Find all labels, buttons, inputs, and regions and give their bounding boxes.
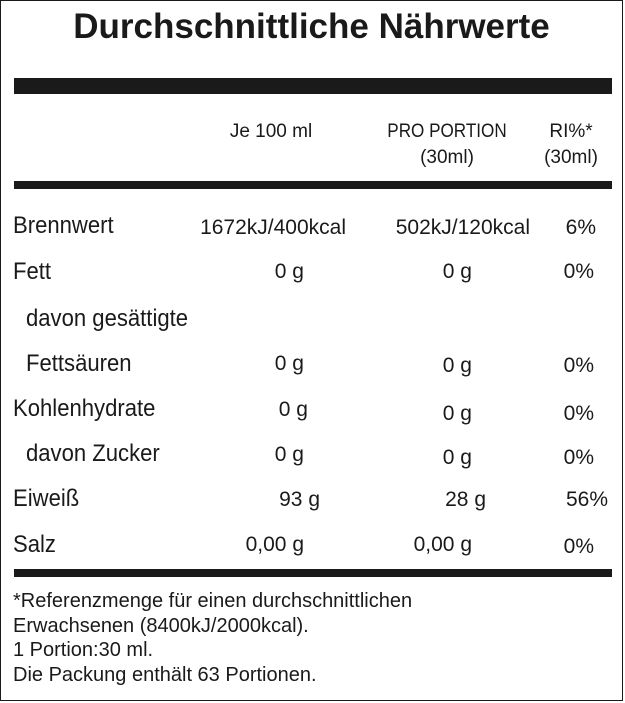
cell-brennwert-ri: 6% [565, 216, 596, 239]
row-label-brennwert: Brennwert [13, 212, 114, 239]
row-label-fettsaeuren: Fettsäuren [26, 350, 132, 377]
row-label-eiweiss: Eiweiß [13, 485, 80, 512]
cell-salz-ri: 0% [563, 535, 594, 558]
column-header-ri: RI%* [549, 121, 593, 142]
cell-fettsaeuren-ri: 0% [563, 354, 594, 377]
cell-zucker-ri: 0% [563, 446, 594, 469]
footnote [13, 589, 412, 687]
column-header-per-portion: PRO PORTION [387, 121, 507, 142]
row-label-fett: Fett [13, 258, 52, 285]
label-title: Durchschnittliche Nährwerte [73, 7, 550, 46]
cell-fettsaeuren-per100: 0 g [274, 352, 304, 375]
cell-kohlenhydrate-ri: 0% [563, 402, 594, 425]
column-header-per-portion-amount: (30ml) [420, 147, 474, 168]
cell-fett-ri: 0% [563, 260, 594, 283]
footnote-line-portions-per-pack: Die Packung enthält 63 Portionen. [13, 663, 317, 686]
cell-eiweiss-ri: 56% [565, 488, 608, 511]
column-header-per-100ml: Je 100 ml [229, 121, 313, 142]
cell-fettsaeuren-portion: 0 g [442, 354, 472, 377]
header-divider [14, 78, 612, 94]
cell-zucker-portion: 0 g [442, 446, 472, 469]
table-bottom-divider [14, 569, 612, 577]
row-label-davon-gesaettigte: davon gesättigte [26, 305, 189, 332]
cell-eiweiss-portion: 28 g [445, 488, 486, 511]
footnote-line-portion-size: 1 Portion:30 ml. [13, 639, 154, 661]
column-header-ri-amount: (30ml) [544, 147, 598, 168]
row-label-kohlenhydrate: Kohlenhydrate [13, 395, 156, 422]
cell-kohlenhydrate-portion: 0 g [442, 402, 472, 425]
row-label-davon-zucker: davon Zucker [26, 440, 160, 467]
cell-brennwert-per100: 1672kJ/400kcal [200, 216, 346, 239]
footnote-line-adult: Erwachsenen (8400kJ/2000kcal). [13, 614, 309, 637]
row-label-salz: Salz [13, 531, 56, 558]
cell-eiweiss-per100: 93 g [279, 488, 320, 511]
cell-kohlenhydrate-per100: 0 g [278, 398, 308, 421]
cell-zucker-per100: 0 g [274, 443, 304, 466]
cell-salz-per100: 0,00 g [245, 533, 304, 556]
cell-fett-per100: 0 g [274, 260, 304, 283]
cell-salz-portion: 0,00 g [413, 533, 472, 556]
footnote-line-reference: *Referenzmenge für einen durchschnittlichen [13, 590, 413, 612]
cell-fett-portion: 0 g [442, 260, 472, 283]
cell-brennwert-portion: 502kJ/120kcal [395, 216, 530, 239]
table-top-divider [14, 181, 612, 189]
